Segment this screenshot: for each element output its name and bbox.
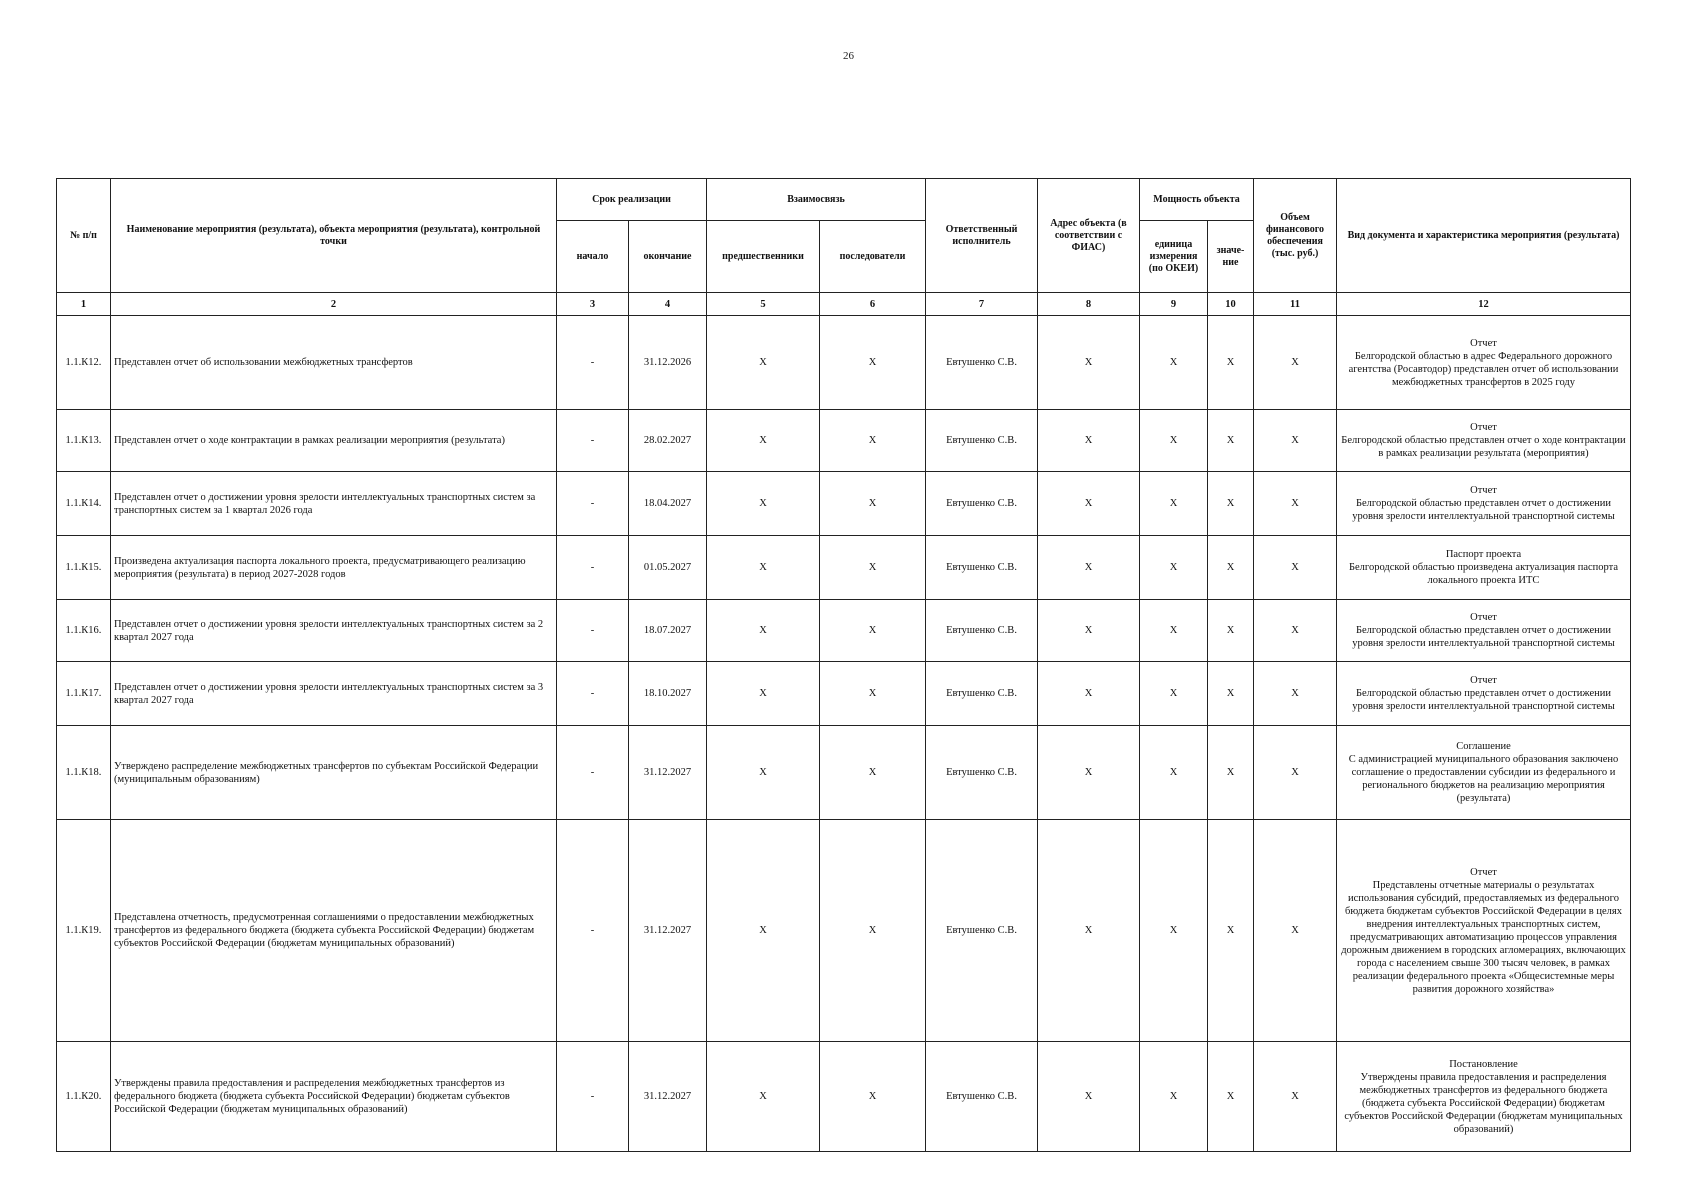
row-value: X bbox=[1208, 536, 1254, 600]
row-predecessors: X bbox=[707, 726, 820, 820]
row-finance: X bbox=[1254, 536, 1337, 600]
row-successors: X bbox=[820, 600, 926, 662]
row-predecessors: X bbox=[707, 410, 820, 472]
row-end: 31.12.2027 bbox=[629, 1042, 707, 1152]
header-responsible: Ответственный исполнитель bbox=[926, 179, 1038, 293]
column-number: 2 bbox=[111, 293, 557, 316]
table-row bbox=[57, 410, 1631, 472]
row-number: 1.1.К13. bbox=[57, 410, 111, 472]
row-finance: X bbox=[1254, 820, 1337, 1042]
row-document-type: Отчет bbox=[1470, 485, 1497, 496]
column-number: 6 bbox=[820, 293, 926, 316]
table-row bbox=[57, 1042, 1631, 1152]
row-end: 18.10.2027 bbox=[629, 662, 707, 726]
header-name: Наименование мероприятия (результата), объекта мероприятия (результата), контрольной точки bbox=[111, 179, 557, 293]
row-finance: X bbox=[1254, 600, 1337, 662]
row-address: X bbox=[1038, 1042, 1140, 1152]
column-number: 4 bbox=[629, 293, 707, 316]
row-document bbox=[1337, 410, 1631, 472]
row-unit: X bbox=[1140, 726, 1208, 820]
header-document: Вид документа и характеристика мероприятия (результата) bbox=[1337, 179, 1631, 293]
column-number: 5 bbox=[707, 293, 820, 316]
row-document-description: Белгородской областью произведена актуализация паспорта локального проекта ИТС bbox=[1348, 562, 1619, 586]
row-document-type: Отчет bbox=[1470, 612, 1497, 623]
row-unit: X bbox=[1140, 472, 1208, 536]
header-end: окончание bbox=[629, 221, 707, 293]
row-document-type: Отчет bbox=[1470, 422, 1497, 433]
row-start: - bbox=[557, 316, 629, 410]
row-value: X bbox=[1208, 662, 1254, 726]
header-start: начало bbox=[557, 221, 629, 293]
row-start: - bbox=[557, 536, 629, 600]
row-document-description: Белгородской областью представлен отчет о ходе контрактации в рамках реализации результата (мероприятия) bbox=[1341, 435, 1626, 459]
row-unit: X bbox=[1140, 1042, 1208, 1152]
row-name: Утверждено распределение межбюджетных трансфертов по субъектам Российской Федерации (муниципальным образованиям) bbox=[111, 726, 557, 820]
row-finance: X bbox=[1254, 316, 1337, 410]
row-number: 1.1.К17. bbox=[57, 662, 111, 726]
row-start: - bbox=[557, 820, 629, 1042]
row-value: X bbox=[1208, 600, 1254, 662]
row-address: X bbox=[1038, 410, 1140, 472]
row-value: X bbox=[1208, 410, 1254, 472]
row-successors: X bbox=[820, 472, 926, 536]
table-body bbox=[57, 316, 1631, 1152]
row-number: 1.1.К15. bbox=[57, 536, 111, 600]
row-address: X bbox=[1038, 316, 1140, 410]
row-end: 01.05.2027 bbox=[629, 536, 707, 600]
row-number: 1.1.К14. bbox=[57, 472, 111, 536]
column-number: 7 bbox=[926, 293, 1038, 316]
row-start: - bbox=[557, 1042, 629, 1152]
row-responsible: Евтушенко С.В. bbox=[926, 536, 1038, 600]
column-number: 3 bbox=[557, 293, 629, 316]
row-successors: X bbox=[820, 726, 926, 820]
row-start: - bbox=[557, 472, 629, 536]
row-document bbox=[1337, 1042, 1631, 1152]
table-row bbox=[57, 726, 1631, 820]
row-document-description: Белгородской областью представлен отчет о достижении уровня зрелости интеллектуальной транспортной системы bbox=[1352, 498, 1615, 522]
row-predecessors: X bbox=[707, 600, 820, 662]
row-predecessors: X bbox=[707, 536, 820, 600]
row-unit: X bbox=[1140, 410, 1208, 472]
row-address: X bbox=[1038, 662, 1140, 726]
row-start: - bbox=[557, 410, 629, 472]
row-document bbox=[1337, 662, 1631, 726]
header-period: Срок реализации bbox=[557, 179, 707, 221]
row-document-description: Белгородской областью представлен отчет о достижении уровня зрелости интеллектуальной транспортной системы bbox=[1352, 625, 1615, 649]
row-document-description: Представлены отчетные материалы о результатах использования субсидий, предоставляемых из федерального бюджета бюджетам субъектов Российской Федерации в целях внедрения интеллектуальных транспортных систем, предусматривающих автоматизацию процессов управления дорожным движением в городских агломерациях, включающих города с населением свыше 300 тысяч человек, в рамках реализации федерального проекта «Общесистемные меры развития дорожного хозяйства» bbox=[1341, 879, 1626, 995]
row-unit: X bbox=[1140, 316, 1208, 410]
table-row bbox=[57, 820, 1631, 1042]
row-number: 1.1.К20. bbox=[57, 1042, 111, 1152]
row-name: Представлен отчет о достижении уровня зрелости интеллектуальных транспортных систем за транспортных систем за 1 квартал 2026 года bbox=[111, 472, 557, 536]
row-end: 18.07.2027 bbox=[629, 600, 707, 662]
row-document bbox=[1337, 472, 1631, 536]
plan-table bbox=[56, 178, 1631, 1152]
header-predecessors: предшественники bbox=[707, 221, 820, 293]
row-address: X bbox=[1038, 726, 1140, 820]
row-name: Произведена актуализация паспорта локального проекта, предусматривающего реализацию мероприятия (результата) в период 2027-2028 годов bbox=[111, 536, 557, 600]
table-row bbox=[57, 600, 1631, 662]
row-responsible: Евтушенко С.В. bbox=[926, 662, 1038, 726]
row-successors: X bbox=[820, 536, 926, 600]
row-predecessors: X bbox=[707, 662, 820, 726]
row-start: - bbox=[557, 726, 629, 820]
header-unit: единица измерения (по ОКЕИ) bbox=[1140, 221, 1208, 293]
row-number: 1.1.К12. bbox=[57, 316, 111, 410]
header-relation: Взаимосвязь bbox=[707, 179, 926, 221]
row-end: 31.12.2026 bbox=[629, 316, 707, 410]
table-row bbox=[57, 316, 1631, 410]
row-start: - bbox=[557, 662, 629, 726]
table-row bbox=[57, 472, 1631, 536]
row-predecessors: X bbox=[707, 316, 820, 410]
row-responsible: Евтушенко С.В. bbox=[926, 316, 1038, 410]
row-finance: X bbox=[1254, 472, 1337, 536]
row-document-type: Отчет bbox=[1470, 866, 1497, 878]
row-unit: X bbox=[1140, 600, 1208, 662]
row-document bbox=[1337, 820, 1631, 1042]
row-finance: X bbox=[1254, 662, 1337, 726]
row-name: Представлен отчет о достижении уровня зрелости интеллектуальных транспортных систем за 3 квартал 2027 года bbox=[111, 662, 557, 726]
row-document-type: Паспорт проекта bbox=[1445, 549, 1522, 560]
row-document-type: Соглашение bbox=[1456, 741, 1511, 752]
row-responsible: Евтушенко С.В. bbox=[926, 726, 1038, 820]
row-document-description: Белгородской областью представлен отчет о достижении уровня зрелости интеллектуальной транспортной системы bbox=[1352, 688, 1615, 712]
row-document-type: Постановление bbox=[1449, 1058, 1518, 1070]
row-successors: X bbox=[820, 316, 926, 410]
column-number: 10 bbox=[1208, 293, 1254, 316]
row-name: Утверждены правила предоставления и распределения межбюджетных трансфертов из федерального бюджета (бюджета субъекта Российской Федерации) бюджетам субъектов Российской Федерации (бюджетам муниципальных образований) bbox=[111, 1042, 557, 1152]
column-number: 12 bbox=[1337, 293, 1631, 316]
row-unit: X bbox=[1140, 536, 1208, 600]
column-number: 11 bbox=[1254, 293, 1337, 316]
row-number: 1.1.К18. bbox=[57, 726, 111, 820]
row-document bbox=[1337, 600, 1631, 662]
row-name: Представлен отчет об использовании межбюджетных трансфертов bbox=[111, 316, 557, 410]
row-responsible: Евтушенко С.В. bbox=[926, 600, 1038, 662]
row-value: X bbox=[1208, 316, 1254, 410]
row-value: X bbox=[1208, 472, 1254, 536]
row-document bbox=[1337, 536, 1631, 600]
row-responsible: Евтушенко С.В. bbox=[926, 472, 1038, 536]
row-document-description: С администрацией муниципального образования заключено соглашение о предоставлении субсидии из федерального и регионального бюджетов на реализацию мероприятия (результата) bbox=[1348, 754, 1619, 804]
row-responsible: Евтушенко С.В. bbox=[926, 410, 1038, 472]
row-address: X bbox=[1038, 472, 1140, 536]
row-predecessors: X bbox=[707, 1042, 820, 1152]
row-finance: X bbox=[1254, 410, 1337, 472]
row-document-type: Отчет bbox=[1470, 675, 1497, 686]
table-header bbox=[57, 179, 1631, 316]
header-successors: последователи bbox=[820, 221, 926, 293]
row-value: X bbox=[1208, 726, 1254, 820]
column-number: 1 bbox=[57, 293, 111, 316]
row-unit: X bbox=[1140, 820, 1208, 1042]
row-name: Представлена отчетность, предусмотренная соглашениями о предоставлении межбюджетных трансфертов из федерального бюджета (бюджета субъекта Российской Федерации) бюджетам субъектов Российской Федерации (бюджетам муниципальных образований) bbox=[111, 820, 557, 1042]
row-document-description: Утверждены правила предоставления и распределения межбюджетных трансфертов из федерального бюджета (бюджета субъекта Российской Федерации) бюджетам субъектов Российской Федерации (бюджетам муниципальных образований) bbox=[1344, 1071, 1623, 1135]
row-end: 18.04.2027 bbox=[629, 472, 707, 536]
row-document bbox=[1337, 316, 1631, 410]
row-end: 31.12.2027 bbox=[629, 726, 707, 820]
row-finance: X bbox=[1254, 726, 1337, 820]
row-finance: X bbox=[1254, 1042, 1337, 1152]
header-finance: Объем финансового обеспечения (тыс. руб.) bbox=[1254, 179, 1337, 293]
row-predecessors: X bbox=[707, 820, 820, 1042]
row-address: X bbox=[1038, 536, 1140, 600]
page-number: 26 bbox=[843, 50, 854, 62]
header-num: № п/п bbox=[57, 179, 111, 293]
row-start: - bbox=[557, 600, 629, 662]
row-value: X bbox=[1208, 1042, 1254, 1152]
row-value: X bbox=[1208, 820, 1254, 1042]
header-value: значе-ние bbox=[1208, 221, 1254, 293]
row-unit: X bbox=[1140, 662, 1208, 726]
column-number-row bbox=[57, 293, 1631, 316]
row-successors: X bbox=[820, 410, 926, 472]
row-name: Представлен отчет о ходе контрактации в рамках реализации мероприятия (результата) bbox=[111, 410, 557, 472]
header-capacity: Мощность объекта bbox=[1140, 179, 1254, 221]
row-name: Представлен отчет о достижении уровня зрелости интеллектуальных транспортных систем за 2 квартал 2027 года bbox=[111, 600, 557, 662]
row-document bbox=[1337, 726, 1631, 820]
row-successors: X bbox=[820, 820, 926, 1042]
row-successors: X bbox=[820, 662, 926, 726]
column-number: 8 bbox=[1038, 293, 1140, 316]
column-number: 9 bbox=[1140, 293, 1208, 316]
row-successors: X bbox=[820, 1042, 926, 1152]
header-address: Адрес объекта (в соответствии с ФИАС) bbox=[1038, 179, 1140, 293]
row-end: 31.12.2027 bbox=[629, 820, 707, 1042]
row-responsible: Евтушенко С.В. bbox=[926, 820, 1038, 1042]
row-document-type: Отчет bbox=[1470, 337, 1497, 349]
row-responsible: Евтушенко С.В. bbox=[926, 1042, 1038, 1152]
row-address: X bbox=[1038, 600, 1140, 662]
row-predecessors: X bbox=[707, 472, 820, 536]
table-row bbox=[57, 536, 1631, 600]
row-number: 1.1.К19. bbox=[57, 820, 111, 1042]
row-end: 28.02.2027 bbox=[629, 410, 707, 472]
row-document-description: Белгородской областью в адрес Федерального дорожного агентства (Росавтодор) представлен отчет об использовании межбюджетных трансфертов в 2025 году bbox=[1348, 350, 1619, 388]
row-number: 1.1.К16. bbox=[57, 600, 111, 662]
table-row bbox=[57, 662, 1631, 726]
row-address: X bbox=[1038, 820, 1140, 1042]
